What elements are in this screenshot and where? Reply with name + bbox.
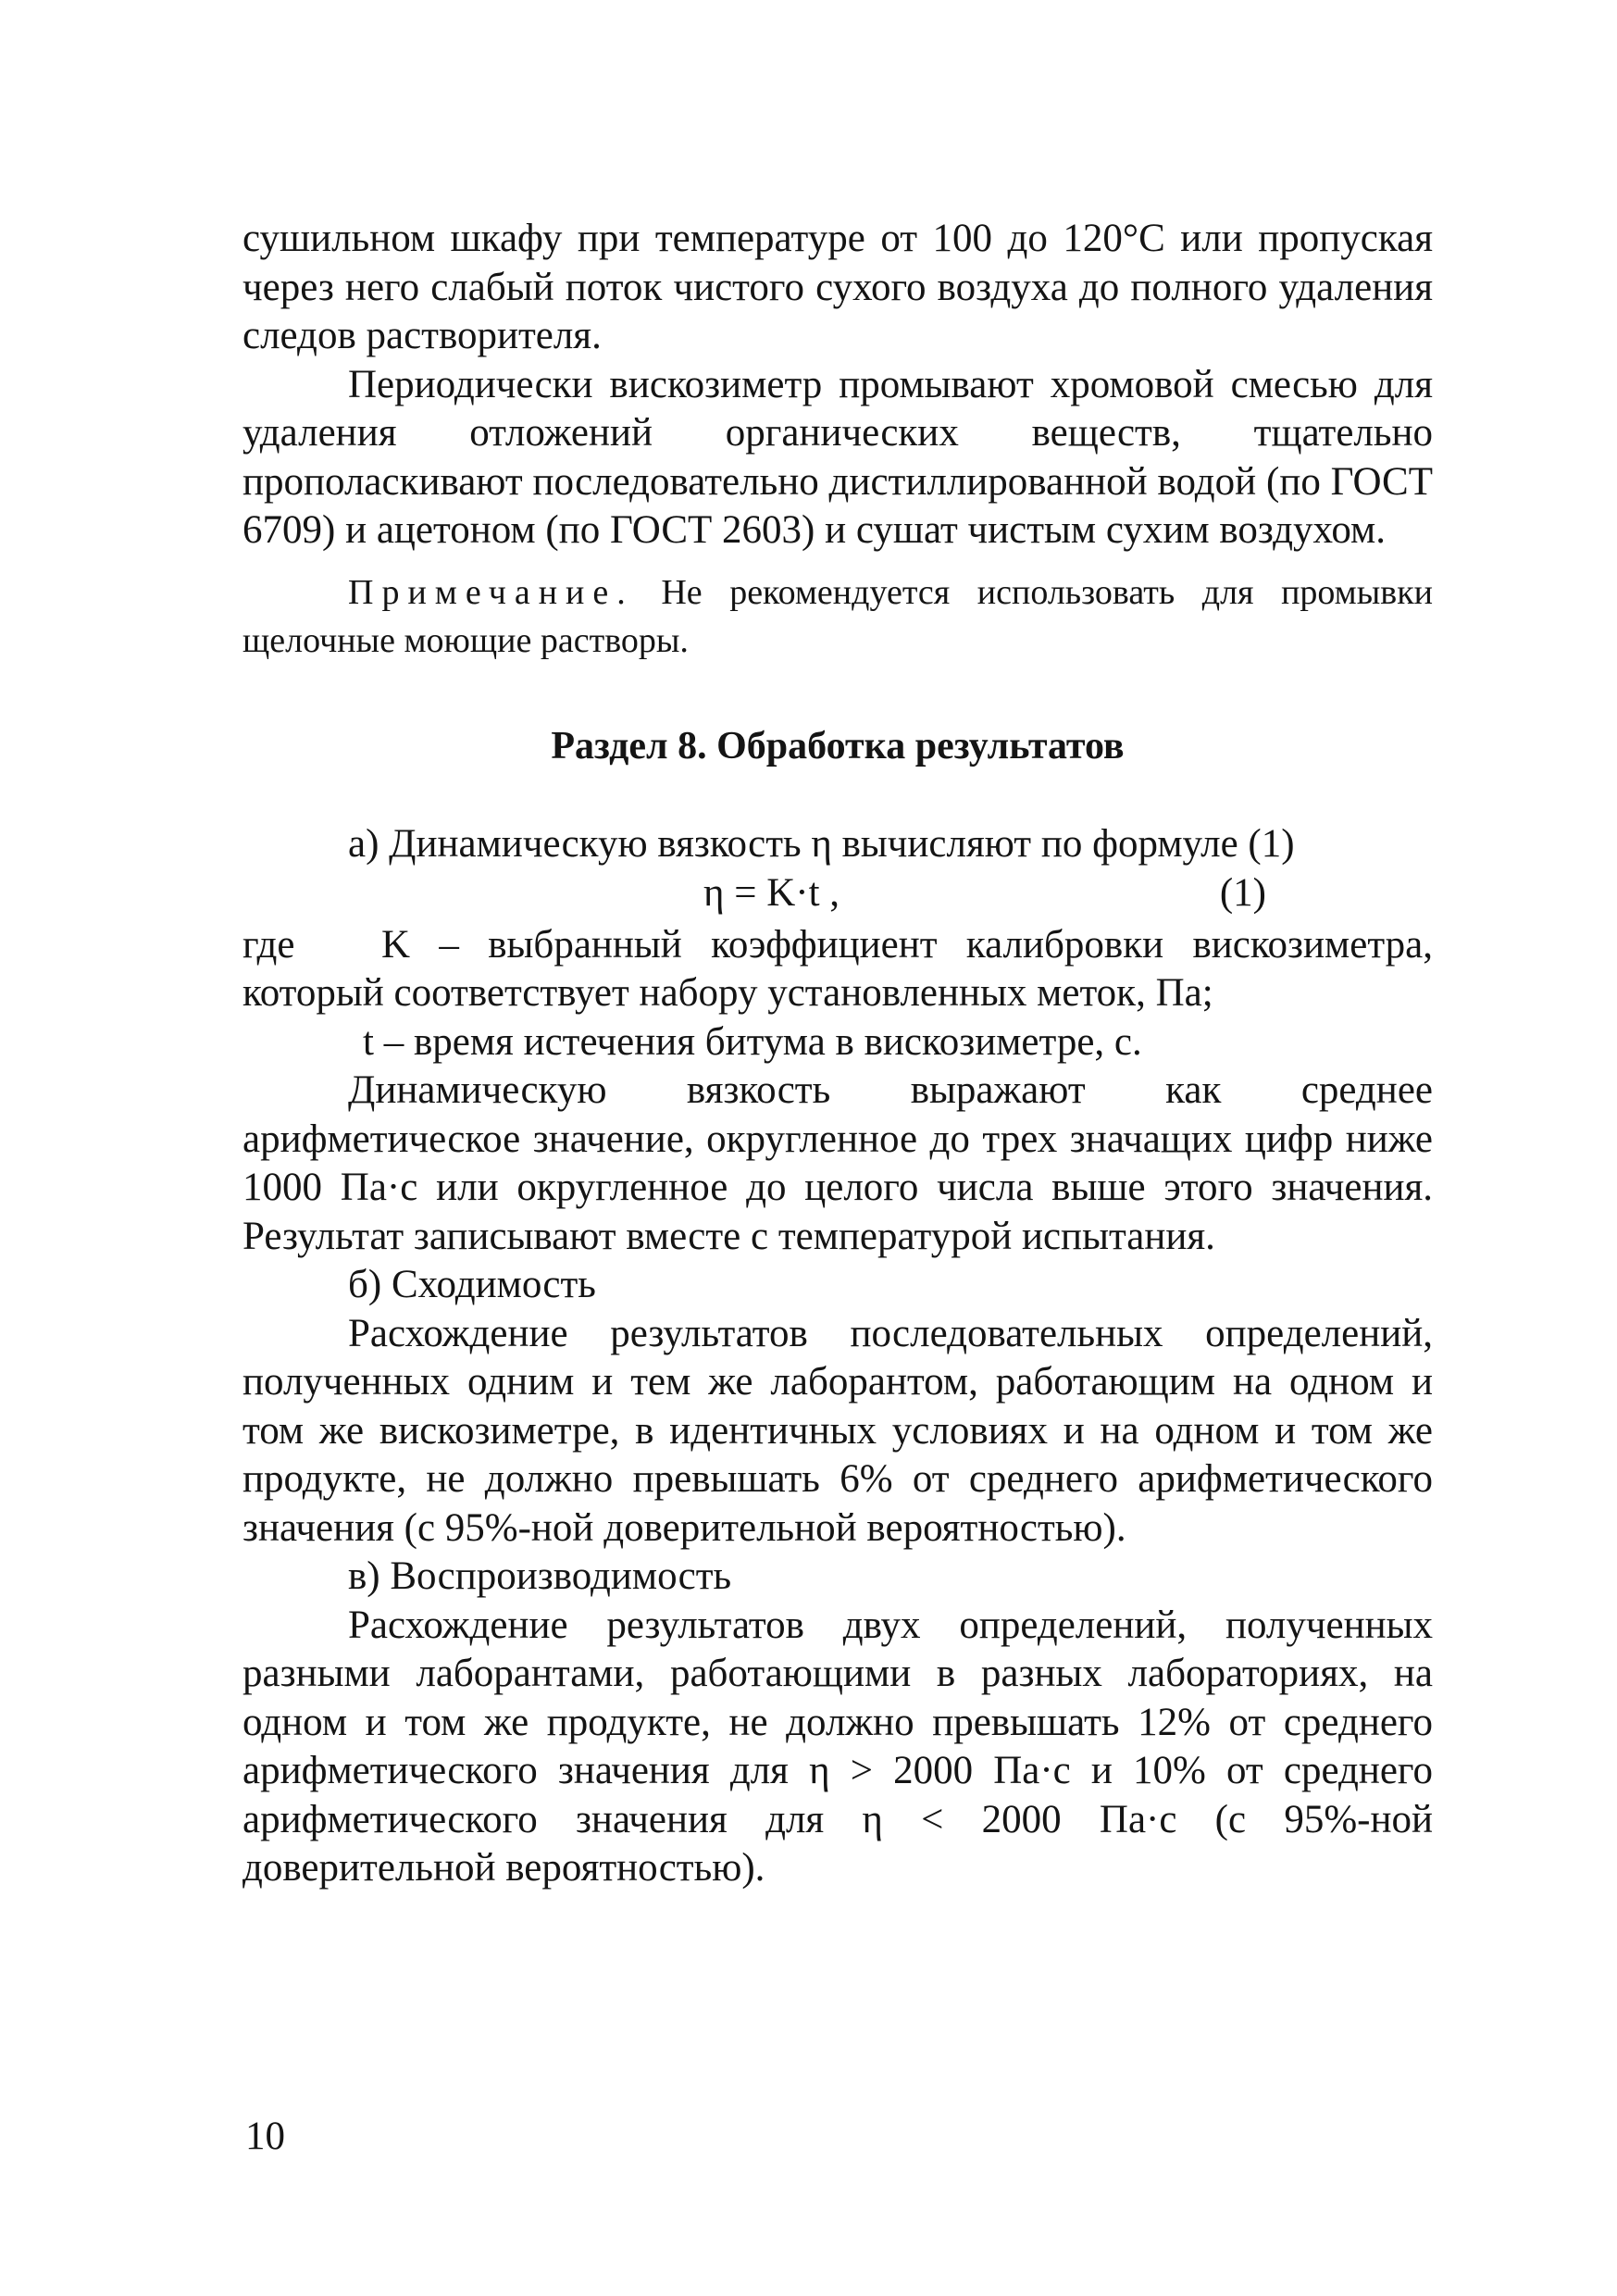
formula-number: (1) — [1219, 870, 1266, 915]
paragraph-cleaning: Периодически вискозиметр промывают хромовой смесью для удаления отложений органических веществ, тщательно прополаскивают последовательно дистиллированной водой (по ГОСТ 6709) и ацетоном (по ГОСТ 2603) и сушат чистым сухим воздухом. — [243, 362, 1433, 552]
where-label: где — [243, 922, 295, 967]
viscosity-result-paragraph: Динамическую вязкость выражают как среднее арифметическое значение, округленное до трех значащих цифр ниже 1000 Па·с или округленное до целого числа выше этого значения. Результат записывают вместе с температурой испытания. — [243, 1068, 1433, 1258]
reproducibility-paragraph: Расхождение результатов двух определений, полученных разными лаборантами, работающими в разных лабораториях, на одном и том же продукте, не должно превышать 12% от среднего арифметического значения для η > 2000 Па·с и 10% от среднего арифметического значения для η < 2000 Па·с (с 95%-ной доверительной вероятностью). — [243, 1603, 1433, 1890]
section-heading: Раздел 8. Обработка результатов — [551, 724, 1125, 767]
where-k-text: K – выбранный коэффициент калибровки вискозиметра, — [381, 922, 1433, 967]
reproducibility-heading: в) Воспроизводимость — [348, 1554, 732, 1598]
repeatability-heading: б) Сходимость — [348, 1263, 596, 1306]
where-t-text: t – время истечения битума в вискозиметре, с. — [363, 1019, 1142, 1064]
note — [243, 568, 1433, 665]
paragraph-drying: сушильном шкафу при температуре от 100 до 120°С или пропуская через него слабый поток чистого сухого воздуха до полного удаления следов растворителя. — [243, 217, 1433, 357]
where-k-continuation: который соответствует набору установленных меток, Па; — [243, 971, 1213, 1015]
formula-row — [243, 869, 1433, 921]
note-label: Примечание. — [348, 572, 634, 612]
page-number: 10 — [245, 2115, 285, 2158]
note-text: Не рекомендуется использовать для промывки щелочные моющие растворы. — [243, 572, 1433, 660]
where-k-row — [243, 921, 1433, 970]
repeatability-paragraph: Расхождение результатов последовательных определений, полученных одним и тем же лаборантом, работающим на одном и том же вискозиметре, в идентичных условиях и на одном и том же продукте, не должно превышать 6% от среднего арифметического значения (с 95%-ной доверительной вероятностью). — [243, 1311, 1433, 1550]
viscosity-intro: а) Динамическую вязкость η вычисляют по формуле (1) — [348, 822, 1295, 866]
document-page — [243, 215, 1433, 1893]
viscosity-formula: η = K·t , — [703, 870, 840, 915]
